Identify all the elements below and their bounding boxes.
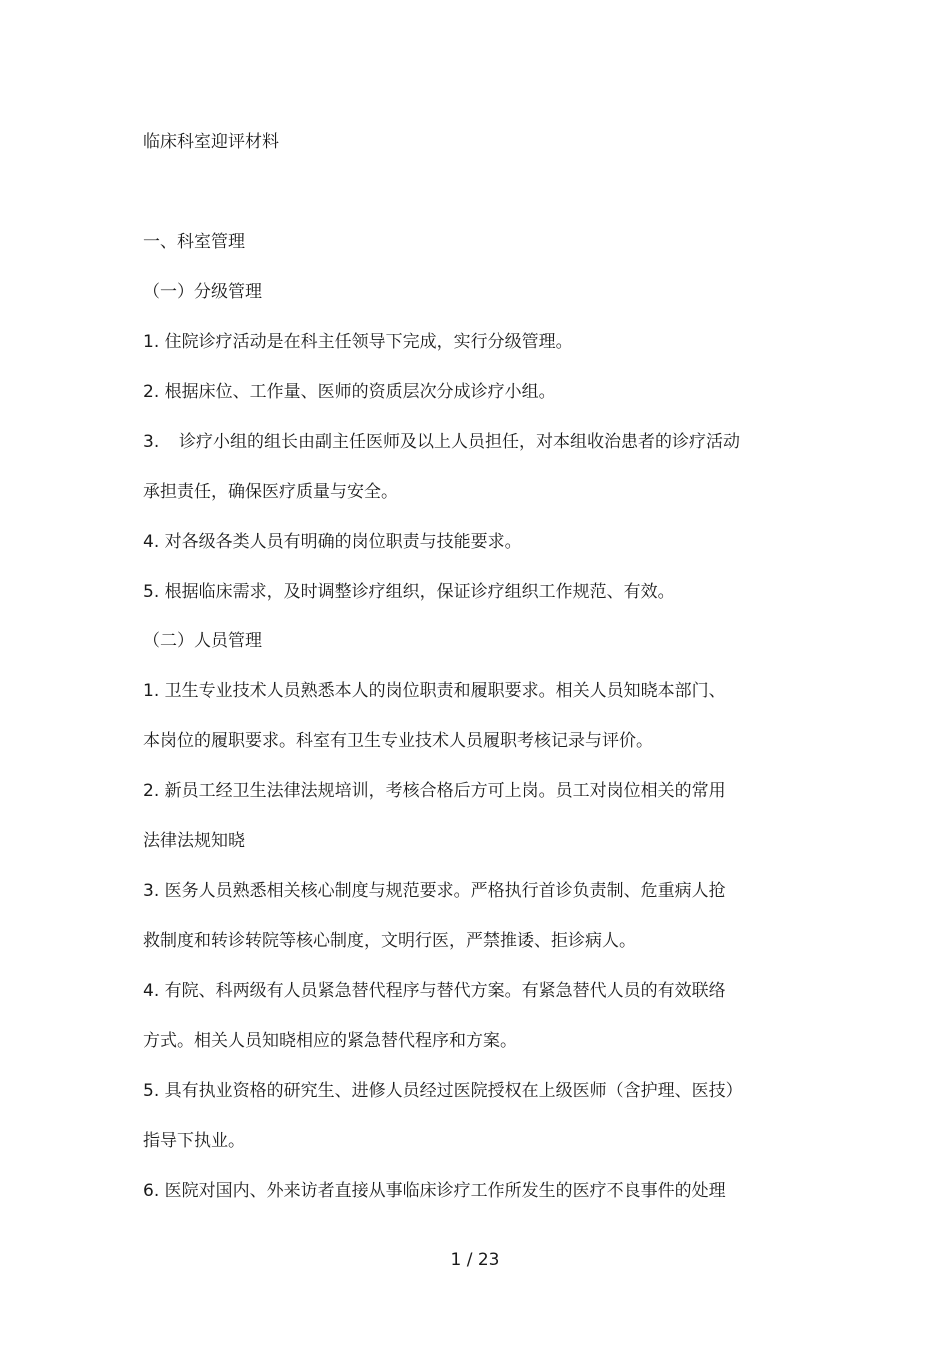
page-indicator: 1 / 23 (450, 1250, 500, 1270)
paragraph-line: 本岗位的履职要求。科室有卫生专业技术人员履职考核记录与评价。 (143, 731, 653, 751)
item-number: 3. (143, 432, 160, 452)
paragraph-line: 6. 医院对国内、外来访者直接从事临床诊疗工作所发生的医疗不良事件的处理 (143, 1181, 726, 1201)
paragraph-line: 1. 卫生专业技术人员熟悉本人的岗位职责和履职要求。相关人员知晓本部门、 (143, 681, 726, 701)
paragraph-line: 4. 对各级各类人员有明确的岗位职责与技能要求。 (143, 532, 522, 552)
paragraph-line: 5. 具有执业资格的研究生、进修人员经过医院授权在上级医师（含护理、医技） (143, 1081, 743, 1101)
paragraph-line: 5. 根据临床需求，及时调整诊疗组织，保证诊疗组织工作规范、有效。 (143, 582, 675, 602)
subsection-heading: （二）人员管理 (143, 631, 262, 651)
paragraph-line: 救制度和转诊转院等核心制度，文明行医，严禁推诿、拒诊病人。 (143, 931, 636, 951)
document-title: 临床科室迎评材料 (143, 132, 279, 152)
paragraph-line: 2. 新员工经卫生法律法规培训，考核合格后方可上岗。员工对岗位相关的常用 (143, 781, 726, 801)
item-text: 诊疗小组的组长由副主任医师及以上人员担任，对本组收治患者的诊疗活动 (179, 432, 740, 452)
section-heading: 一、科室管理 (143, 232, 245, 252)
paragraph-line: 2. 根据床位、工作量、医师的资质层次分成诊疗小组。 (143, 382, 556, 402)
paragraph-line: 3. 医务人员熟悉相关核心制度与规范要求。严格执行首诊负责制、危重病人抢 (143, 881, 726, 901)
paragraph-line: 法律法规知晓 (143, 831, 245, 851)
paragraph-line: 承担责任，确保医疗质量与安全。 (143, 482, 398, 502)
paragraph-line: 1. 住院诊疗活动是在科主任领导下完成，实行分级管理。 (143, 332, 573, 352)
paragraph-line: 指导下执业。 (143, 1131, 245, 1151)
paragraph-line: 4. 有院、科两级有人员紧急替代程序与替代方案。有紧急替代人员的有效联络 (143, 981, 726, 1001)
subsection-heading: （一）分级管理 (143, 282, 262, 302)
paragraph-line: 方式。相关人员知晓相应的紧急替代程序和方案。 (143, 1031, 517, 1051)
paragraph-line (143, 431, 823, 453)
